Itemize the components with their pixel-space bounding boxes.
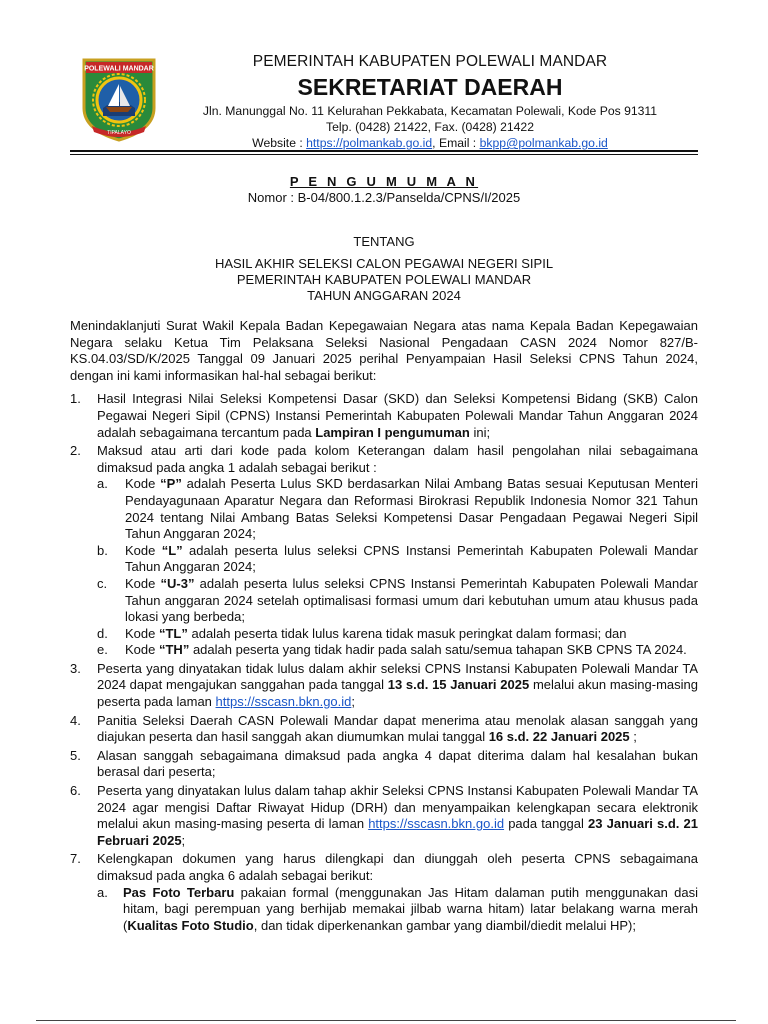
list-item: 2. Maksud atau arti dari kode pada kolom Keterangan dalam hasil pengolahan nilai sebagaimana dimaksud pada angka 1 adalah sebagai berikut : a. Kode “P” adalah Peserta Lulus SKD berdasarkan Nilai Ambang Batas sesuai Keputusan Menteri Pendayagunaan Aparatur Negara dan Reformasi Birokrasi Republik Indonesia Nomor 321 Tahun 2024 tentang Nilai Ambang Batas Seleksi Kompetensi Dasar Pengadaan Pegawai Negeri Sipil Tahun Anggaran 2024; b. Kode “L” adalah peserta lulus seleksi CPNS Instansi Pemerintah Kabupaten Polewali Mandar Tahun Anggaran 2024; c. Kode “U-3” adalah peserta lulus seleksi CPNS Instansi Pemerintah Kabupaten Polewali Mandar Tahun anggaran 2024 setelah optimalisasi formasi umum dari kebutuhan umum atau khusus pada lokasi yang berbeda; d. Kode “TL” adalah peserta tidak lulus karena tidak masuk peringkat dalam formasi; dan e. Kode “TH” adalah peserta yang tidak hadir pada salah satu/semua tahapan SKB CPNS TA 2024. bbox=[70, 443, 698, 658]
list-item: 3. Peserta yang dinyatakan tidak lulus dalam akhir seleksi CPNS Instansi Kabupaten Polewali Mandar TA 2024 dapat mengajukan sanggahan pada tanggal 13 s.d. 15 Januari 2025 melalui akun masing-masing peserta pada laman https://sscasn.bkn.go.id; bbox=[70, 660, 698, 710]
page-bottom-edge bbox=[36, 1020, 736, 1021]
list-item: a. Pas Foto Terbaru pakaian formal (menggunakan Jas Hitam dalaman putih menggunakan dasi hitam, bagi perempuan yang berhijab memakai jilbab warna hitam) latar belakang warna merah (Kualitas Foto Studio, dan tidak diperkenankan gambar yang diambil/diedit melalui HP); bbox=[97, 884, 698, 933]
website-link[interactable]: https://polmankab.go.id bbox=[306, 136, 433, 150]
office-phone: Telp. (0428) 21422, Fax. (0428) 21422 bbox=[325, 120, 534, 134]
list-item: e. Kode “TH” adalah peserta yang tidak hadir pada salah satu/semua tahapan SKB CPNS TA 2024. bbox=[97, 642, 687, 658]
list-item: c. Kode “U-3” adalah peserta lulus seleksi CPNS Instansi Pemerintah Kabupaten Polewali Mandar Tahun anggaran 2024 setelah optimalisasi formasi umum dari kebutuhan umum atau khusus pada lokasi yang berbeda; bbox=[97, 575, 698, 625]
list-item: 6. Peserta yang dinyatakan lulus dalam tahap akhir Seleksi CPNS Instansi Kabupaten Polewali Mandar TA 2024 agar mengisi Daftar Riwayat Hidup (DRH) dan menyampaikan kelengkapan secara elektronik melalui akun masing-masing peserta di laman https://sscasn.bkn.go.id pada tanggal 23 Januari s.d. 21 Februari 2025; bbox=[70, 783, 698, 848]
svg-text:TIPALAYO: TIPALAYO bbox=[107, 130, 131, 136]
email-label: , Email : bbox=[432, 136, 480, 150]
list-item: 7. Kelengkapan dokumen yang harus dilengkapi dan diunggah oleh peserta CPNS sebagaimana dimaksud pada angka 6 adalah sebagai berikut: a. Pas Foto Terbaru pakaian formal (menggunakan Jas Hitam dalaman putih menggunakan dasi hitam, bagi perempuan yang berhijab memakai jilbab warna hitam) latar belakang warna merah (Kualitas Foto Studio, dan tidak diperkenankan gambar yang diambil/diedit melalui HP); bbox=[70, 851, 698, 933]
announcement-heading-3: TAHUN ANGGARAN 2024 bbox=[307, 288, 461, 303]
list-item: 4. Panitia Seleksi Daerah CASN Polewali Mandar dapat menerima atau menolak alasan sanggah yang diajukan peserta dan hasil sanggah akan diumumkan mulai tanggal 16 s.d. 22 Januari 2025 ; bbox=[70, 712, 698, 745]
announcement-number: Nomor : B-04/800.1.2.3/Panselda/CPNS/I/2025 bbox=[247, 190, 521, 205]
announcement-about: TENTANG bbox=[353, 234, 415, 249]
points-list bbox=[70, 391, 698, 934]
list-item: 5. Alasan sanggah sebagaimana dimaksud pada angka 4 dapat diterima dalam hal kesalahan bukan berasal dari peserta; bbox=[70, 747, 698, 780]
list-item: 1. Hasil Integrasi Nilai Seleksi Kompetensi Dasar (SKD) dan Seleksi Kompetensi Bidang (SKB) Calon Pegawai Negeri Sipil (CPNS) Instansi Pemerintah Kabupaten Polewali Mandar Tahun Anggaran 2024 adalah sebagaimana tercantum pada Lampiran I pengumuman ini; bbox=[70, 391, 698, 440]
header-divider-thin bbox=[70, 154, 698, 155]
header-divider-thick bbox=[70, 150, 698, 152]
announcement-title: P E N G U M U M A N bbox=[289, 174, 479, 189]
document-list bbox=[97, 885, 698, 935]
announcement-body bbox=[70, 318, 698, 936]
website-label: Website : bbox=[252, 136, 307, 150]
announcement-heading-1: HASIL AKHIR SELEKSI CALON PEGAWAI NEGERI SIPIL bbox=[214, 256, 554, 271]
office-contacts bbox=[170, 135, 690, 151]
list-item: d. Kode “TL” adalah peserta tidak lulus karena tidak masuk peringkat dalam formasi; dan bbox=[97, 625, 627, 641]
list-item: a. Kode “P” adalah Peserta Lulus SKD berdasarkan Nilai Ambang Batas sesuai Keputusan Menteri Pendayagunaan Aparatur Negara dan Reformasi Birokrasi Republik Indonesia Nomor 321 Tahun 2024 tentang Nilai Ambang Batas Seleksi Kompetensi Dasar Pengadaan Pegawai Negeri Sipil Tahun Anggaran 2024; bbox=[97, 476, 698, 542]
announcement-heading-2: PEMERINTAH KABUPATEN POLEWALI MANDAR bbox=[236, 272, 532, 287]
office-address: Jln. Manunggal No. 11 Kelurahan Pekkabata, Kecamatan Polewali, Kode Pos 91311 bbox=[202, 104, 658, 118]
intro-paragraph: Menindaklanjuti Surat Wakil Kepala Badan Kepegawaian Negara atas nama Kepala Badan Kepegawaian Negara selaku Ketua Tim Pelaksana Seleksi Nasional Pengadaan CASN 2024 Nomor 827/B-KS.04.03/SD/K/2025 Tanggal 09 Januari 2025 perihal Penyampaian Hasil Seleksi CPNS Tahun 2024, dengan ini kami informasikan hal-hal sebagai berikut: bbox=[70, 318, 698, 383]
svg-text:POLEWALI MANDAR: POLEWALI MANDAR bbox=[84, 65, 154, 73]
office-name: SEKRETARIAT DAERAH bbox=[297, 74, 563, 100]
sscasn-link[interactable]: https://sscasn.bkn.go.id bbox=[368, 816, 505, 832]
list-item: b. Kode “L” adalah peserta lulus seleksi CPNS Instansi Pemerintah Kabupaten Polewali Mandar Tahun Anggaran 2024; bbox=[97, 542, 698, 575]
sscasn-link[interactable]: https://sscasn.bkn.go.id bbox=[215, 694, 352, 710]
email-link[interactable]: bkpp@polmankab.go.id bbox=[479, 136, 608, 150]
regency-emblem-logo bbox=[78, 56, 160, 142]
letterhead bbox=[170, 52, 690, 151]
code-list bbox=[97, 476, 698, 659]
government-name: PEMERINTAH KABUPATEN POLEWALI MANDAR bbox=[252, 53, 608, 70]
